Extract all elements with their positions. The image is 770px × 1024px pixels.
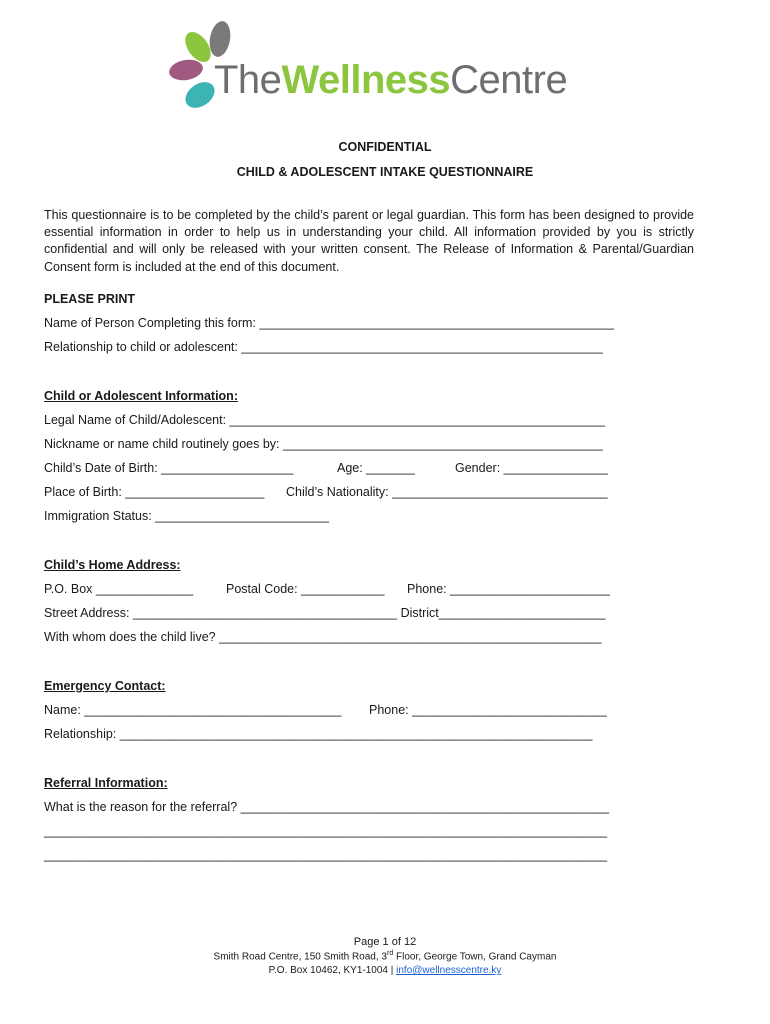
completer-name-field[interactable]: Name of Person Completing this form: ___________________________________________________ [44,316,614,330]
emergency-relationship-field[interactable]: Relationship: ____________________________________________________________________ [44,727,593,741]
place-of-birth-field[interactable]: Place of Birth: ____________________ [44,485,265,499]
lives-with-field[interactable]: With whom does the child live? _______________________________________________________ [44,630,602,644]
postal-code-field[interactable]: Postal Code: ____________ [226,582,385,596]
gender-field[interactable]: Gender: _______________ [455,461,608,475]
referral-line-3[interactable]: _________________________________________________________________________________ [44,848,608,862]
logo-wordmark: TheWellnessCentre [214,58,568,102]
footer-address: Smith Road Centre, 150 Smith Road, 3rd Floor, George Town, Grand Cayman [213,950,557,963]
age-field[interactable]: Age: _______ [337,461,415,475]
wellness-centre-logo [168,20,608,112]
intro-paragraph: This questionnaire is to be completed by the child’s parent or legal guardian. This form has been designed to provide essential information in order to help us in understanding your child. All information provided by you is strictly confidential and will only be released with your written consent. The Release of Information & Parental/Guardian Consent form is included at the end of this document. [44,208,694,274]
form-title: CHILD & ADOLESCENT INTAKE QUESTIONNAIRE [236,165,534,179]
dob-field[interactable]: Child’s Date of Birth: ___________________ [44,461,294,475]
home-address-heading: Child’s Home Address: [44,558,181,572]
po-box-field[interactable]: P.O. Box ______________ [44,582,194,596]
referral-heading: Referral Information: [44,776,168,790]
nickname-field[interactable]: Nickname or name child routinely goes by: ______________________________________________ [44,437,603,451]
immigration-status-field[interactable]: Immigration Status: _________________________ [44,509,329,523]
legal-name-field[interactable]: Legal Name of Child/Adolescent: ______________________________________________________ [44,413,605,427]
emergency-contact-heading: Emergency Contact: [44,679,166,693]
page-number: Page 1 of 12 [353,936,417,948]
completer-relationship-field[interactable]: Relationship to child or adolescent: ____________________________________________________ [44,340,603,354]
please-print-label: PLEASE PRINT [44,292,135,306]
emergency-name-field[interactable]: Name: _____________________________________ [44,703,342,717]
nationality-field[interactable]: Child’s Nationality: _______________________________ [286,485,608,499]
referral-reason-field[interactable]: What is the reason for the referral? _____________________________________________________ [44,800,610,814]
child-info-heading: Child or Adolescent Information: [44,389,238,403]
referral-line-2[interactable]: _________________________________________________________________________________ [44,824,608,838]
confidential-title: CONFIDENTIAL [338,140,432,154]
emergency-phone-field[interactable]: Phone: ____________________________ [369,703,607,717]
footer-contact: P.O. Box 10462, KY1-1004 | info@wellnesscentre.ky [268,965,502,976]
street-district-field[interactable]: Street Address: ______________________________________ District________________________ [44,606,606,620]
home-phone-field[interactable]: Phone: _______________________ [407,582,610,596]
email-link[interactable]: info@wellnesscentre.ky [396,965,502,976]
